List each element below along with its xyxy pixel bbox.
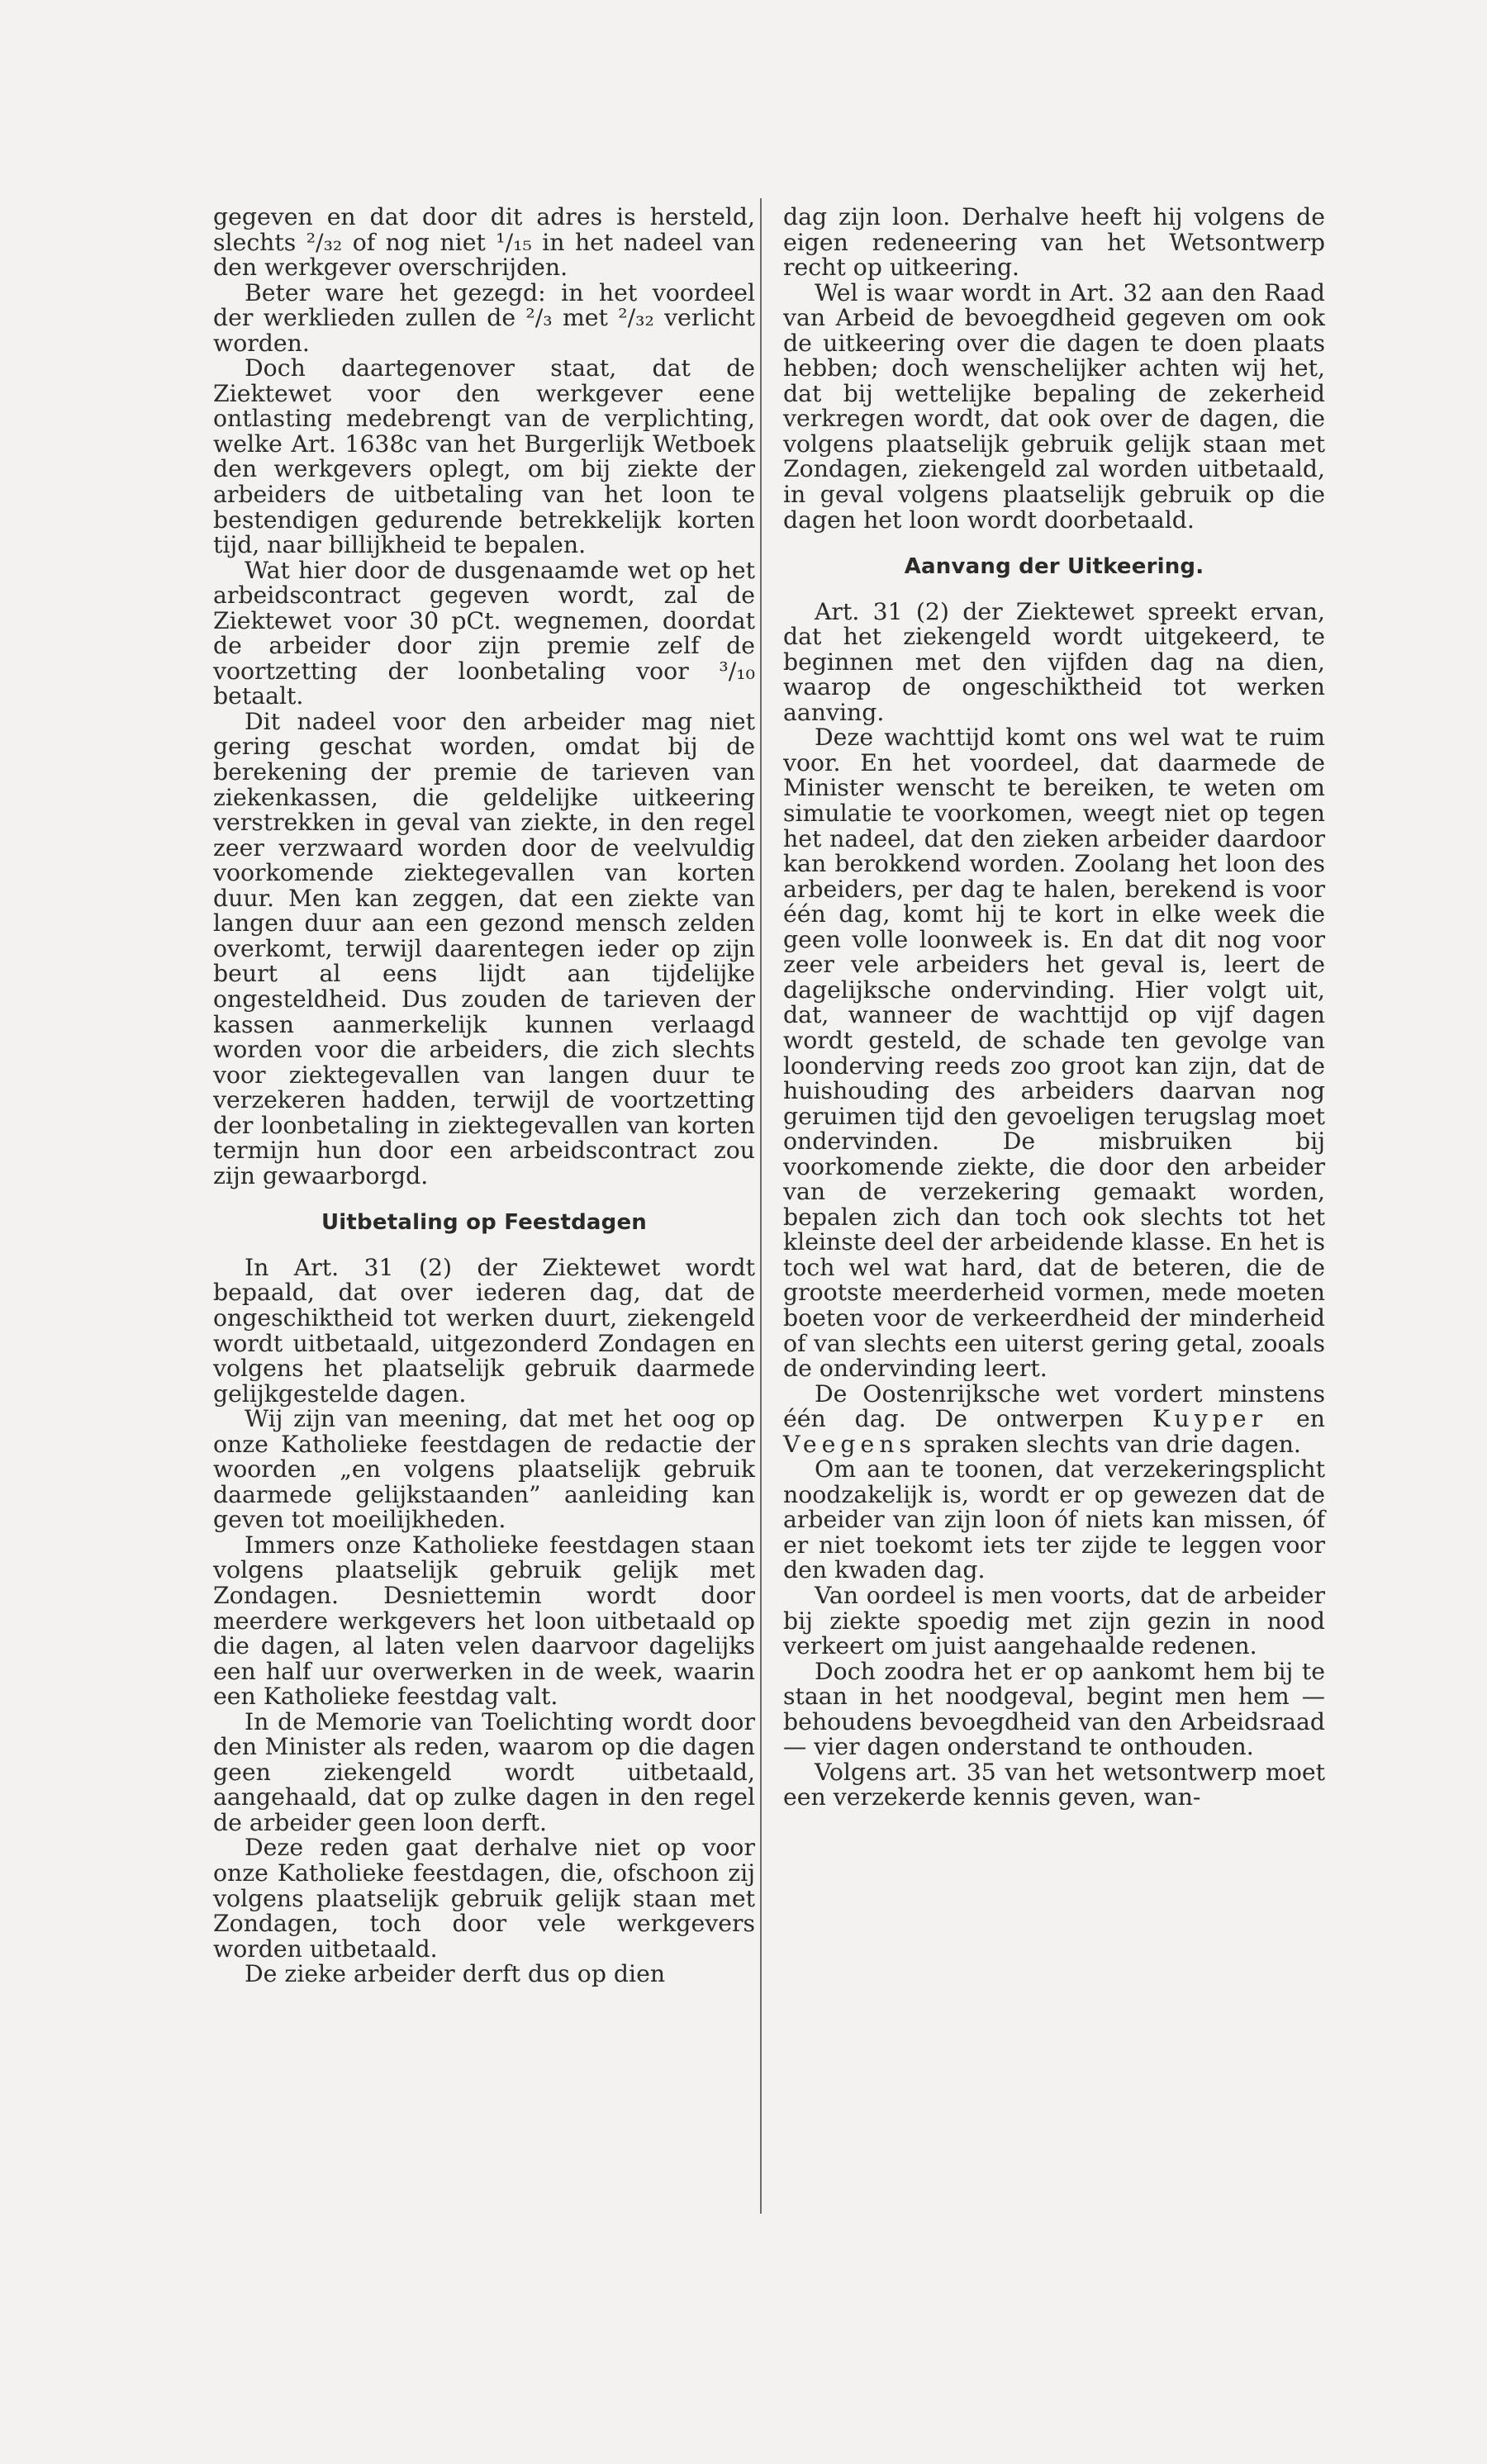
paragraph: Doch zoodra het er op aankomt hem bij te staan in het noodgeval, begint men hem — behoudens bevoegdheid van den Arbeidsraad — vier dagen onderstand te onthouden. bbox=[783, 1657, 1325, 1761]
paragraph: Deze reden gaat derhalve niet op voor onze Katholieke feestdagen, die, ofschoon zij volgens plaatselijk gebruik gelijk staan met Zondagen, toch door vele werkgevers worden uitbetaald. bbox=[213, 1834, 755, 1963]
paragraph bbox=[783, 1379, 1325, 1458]
paragraph: dag zijn loon. Derhalve heeft hij volgens de eigen redeneering van het Wetsontwerp recht op uitkeering. bbox=[783, 203, 1325, 282]
paragraph: In de Memorie van Toelichting wordt door den Minister als reden, waarom op die dagen geen ziekengeld wordt uitbetaald, aangehaald, dat op zulke dagen in den regel de arbeider geen loon derft. bbox=[213, 1707, 755, 1836]
paragraph: Art. 31 (2) der Ziektewet spreekt ervan, dat het ziekengeld wordt uitgekeerd, te beginnen met den vijfden dag na dien, waarop de ongeschiktheid tot werken aanving. bbox=[783, 597, 1325, 726]
paragraph: Volgens art. 35 van het wetsontwerp moet een verzekerde kennis geven, wan- bbox=[783, 1758, 1325, 1811]
paragraph: gegeven en dat door dit adres is hersteld, slechts ²/₃₂ of nog niet ¹/₁₅ in het nadeel van den werkgever overschrijden. bbox=[213, 203, 755, 282]
section-heading: Uitbetaling op Feestdagen bbox=[321, 1210, 647, 1236]
paragraph: Wij zijn van meening, dat met het oog op onze Katholieke feestdagen de redactie der woorden „en volgens plaatselijk gebruik daarmede gelijkstaanden” aanleiding kan geven tot moeilijkheden. bbox=[213, 1405, 755, 1534]
paragraph: Dit nadeel voor den arbeider mag niet gering geschat worden, omdat bij de berekening der premie de tarieven van ziekenkassen, die geldelijke uitkeering verstrekken in geval van ziekte, in den regel zeer verzwaard worden door de veelvuldig voorkomende ziektegevallen van korten duur. Men kan zeggen, dat een ziekte van langen duur aan een gezond mensch zelden overkomt, terwijl daarentegen ieder op zijn beurt al eens lijdt aan tijdelijke ongesteldheid. Dus zouden de tarieven der kassen aanmerkelijk kunnen verlaagd worden voor die arbeiders, die zich slechts voor ziektegevallen van langen duur te verzekeren hadden, terwijl de voortzetting der loonbetaling in ziektegevallen van korten termijn hun door een arbeidscontract zou zijn gewaarborgd. bbox=[213, 707, 755, 1189]
section-heading: Aanvang der Uitkeering. bbox=[904, 554, 1204, 580]
text-run: De Oostenrijksche wet vordert minstens één dag. De ontwerpen bbox=[783, 1379, 1325, 1433]
paragraph: Wat hier door de dusgenaamde wet op het arbeidscontract gegeven wordt, zal de Ziektewet voor 30 pCt. wegnemen, doordat de arbeider door zijn premie zelf de voortzetting der loonbetaling voor ³/₁₀ betaalt. bbox=[213, 556, 755, 710]
column-divider bbox=[760, 198, 762, 2214]
paragraph: Doch daartegenover staat, dat de Ziektewet voor den werkgever eene ontlasting medebrengt van de verplichting, welke Art. 1638c van het Burgerlijk Wetboek den werkgevers oplegt, om bij ziekte der arbeiders de uitbetaling van het loon te bestendigen gedurende betrekkelijk korten tijd, naar billijkheid te bepalen. bbox=[213, 354, 755, 559]
paragraph: Wel is waar wordt in Art. 32 aan den Raad van Arbeid de bevoegdheid gegeven om ook de uitkeering over die dagen te doen plaats hebben; doch wenschelijker achten wij het, dat bij wettelijke bepaling de zekerheid verkregen wordt, dat ook over de dagen, die volgens plaatselijk gebruik gelijk staan met Zondagen, ziekengeld zal worden uitbetaald, in geval volgens plaatselijk gebruik op die dagen het loon wordt doorbetaald. bbox=[783, 278, 1325, 534]
paragraph: Van oordeel is men voorts, dat de arbeider bij ziekte spoedig met zijn gezin in nood verkeert om juist aangehaalde redenen. bbox=[783, 1581, 1325, 1660]
text-run: en bbox=[1267, 1405, 1325, 1433]
paragraph: Om aan te toonen, dat verzekeringsplicht noodzakelijk is, wordt er op gewezen dat de arbeider van zijn loon óf niets kan missen, óf er niet toekomt iets ter zijde te leggen voor den kwaden dag. bbox=[783, 1455, 1325, 1584]
paragraph: Deze wachttijd komt ons wel wat te ruim voor. En het voordeel, dat daarmede de Minister wenscht te bereiken, te weten om simulatie te voorkomen, weegt niet op tegen het nadeel, dat den zieken arbeider daardoor kan berokkend worden. Zoolang het loon des arbeiders, per dag te halen, berekend is voor één dag, komt hij te kort in elke week die geen volle loonweek is. En dat dit nog voor zeer vele arbeiders het geval is, leert de dagelijksche ondervinding. Hier volgt uit, dat, wanneer de wachttijd op vijf dagen wordt gesteld, de schade ten gevolge van loonderving reeds zoo groot kan zijn, dat de huishouding des arbeiders daarvan nog geruimen tijd den gevoeligen terugslag moet ondervinden. De misbruiken bij voorkomende ziekte, die door den arbeider van de verzekering gemaakt worden, bepalen zich dan toch ook slechts tot het kleinste deel der arbeidende klasse. En het is toch wel wat hard, dat de beteren, die de grootste meerderheid vormen, mede moeten boeten voor de verkeerdheid der minderheid of van slechts een uiterst gering getal, zooals de ondervinding leert. bbox=[783, 724, 1325, 1383]
paragraph: De zieke arbeider derft dus op dien bbox=[245, 1960, 666, 1988]
left-column bbox=[213, 205, 755, 1987]
paragraph: In Art. 31 (2) der Ziektewet wordt bepaald, dat over iederen dag, dat de ongeschiktheid tot werken duurt, ziekengeld wordt uitbetaald, uitgezonderd Zondagen en volgens het plaatselijk gebruik daarmede gelijkgestelde dagen. bbox=[213, 1253, 755, 1408]
spaced-name: Veegens bbox=[783, 1430, 916, 1458]
paragraph: Beter ware het gezegd: in het voordeel der werklieden zullen de ²/₃ met ²/₃₂ verlicht worden. bbox=[213, 278, 755, 357]
paragraph: Immers onze Katholieke feestdagen staan volgens plaatselijk gebruik gelijk met Zondagen. Desniettemin wordt door meerdere werkgevers het loon uitbetaald op die dagen, al laten velen daarvoor dagelijks een half uur overwerken in de week, waarin een Katholieke feestdag valt. bbox=[213, 1531, 755, 1711]
right-column bbox=[783, 205, 1325, 1811]
text-run: spraken slechts van drie dagen. bbox=[915, 1430, 1301, 1458]
spaced-name: Kuyper bbox=[1152, 1405, 1268, 1433]
